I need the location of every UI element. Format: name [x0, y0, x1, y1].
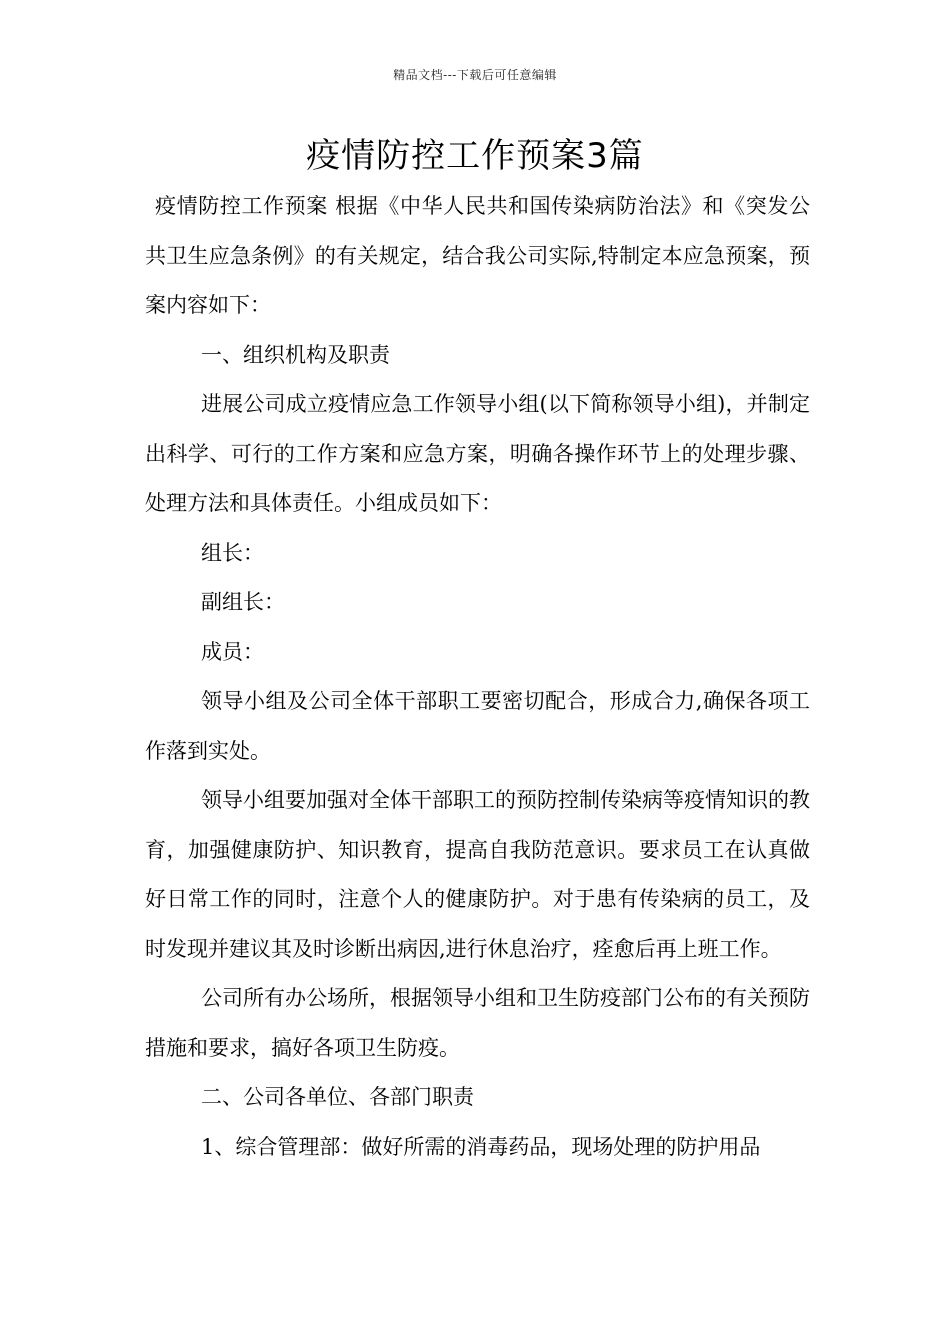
header-note: 精品文档---下载后可任意编辑: [393, 68, 557, 82]
section-heading-organization: 一、组织机构及职责: [201, 342, 390, 367]
paragraph-admin-department: 1、综合管理部：做好所需的消毒药品，现场处理的防护用品: [201, 1134, 761, 1159]
paragraph-deputy-leader: 副组长：: [201, 590, 285, 614]
paragraph-leadership-group: 进展公司成立疫情应急工作领导小组(以下简称领导小组)，并制定出科学、可行的工作方案和应急方案，明确各操作环节上的处理步骤、处理方法和具体责任。小组成员如下：: [145, 392, 810, 515]
paragraph-office-sanitation: 公司所有办公场所，根据领导小组和卫生防疫部门公布的有关预防措施和要求，搞好各项卫生防疫。: [145, 986, 810, 1060]
paragraph-cooperation: 领导小组及公司全体干部职工要密切配合，形成合力,确保各项工作落到实处。: [145, 689, 810, 763]
section-heading-department-duties: 二、公司各单位、各部门职责: [201, 1085, 474, 1109]
document-body: [145, 182, 810, 1172]
document-title: 疫情防控工作预案3篇: [306, 136, 644, 176]
paragraph-leader: 组长：: [201, 540, 264, 565]
paragraph-education: 领导小组要加强对全体干部职工的预防控制传染病等疫情知识的教育，加强健康防护、知识教育，提高自我防范意识。要求员工在认真做好日常工作的同时，注意个人的健康防护。对于患有传染病的员工，及时发现并建议其及时诊断出病因,进行休息治疗，痊愈后再上班工作。: [145, 788, 810, 961]
paragraph-intro: 疫情防控工作预案 根据《中华人民共和国传染病防治法》和《突发公共卫生应急条例》的有关规定，结合我公司实际,特制定本应急预案，预案内容如下：: [145, 194, 810, 317]
paragraph-members: 成员：: [201, 639, 264, 664]
